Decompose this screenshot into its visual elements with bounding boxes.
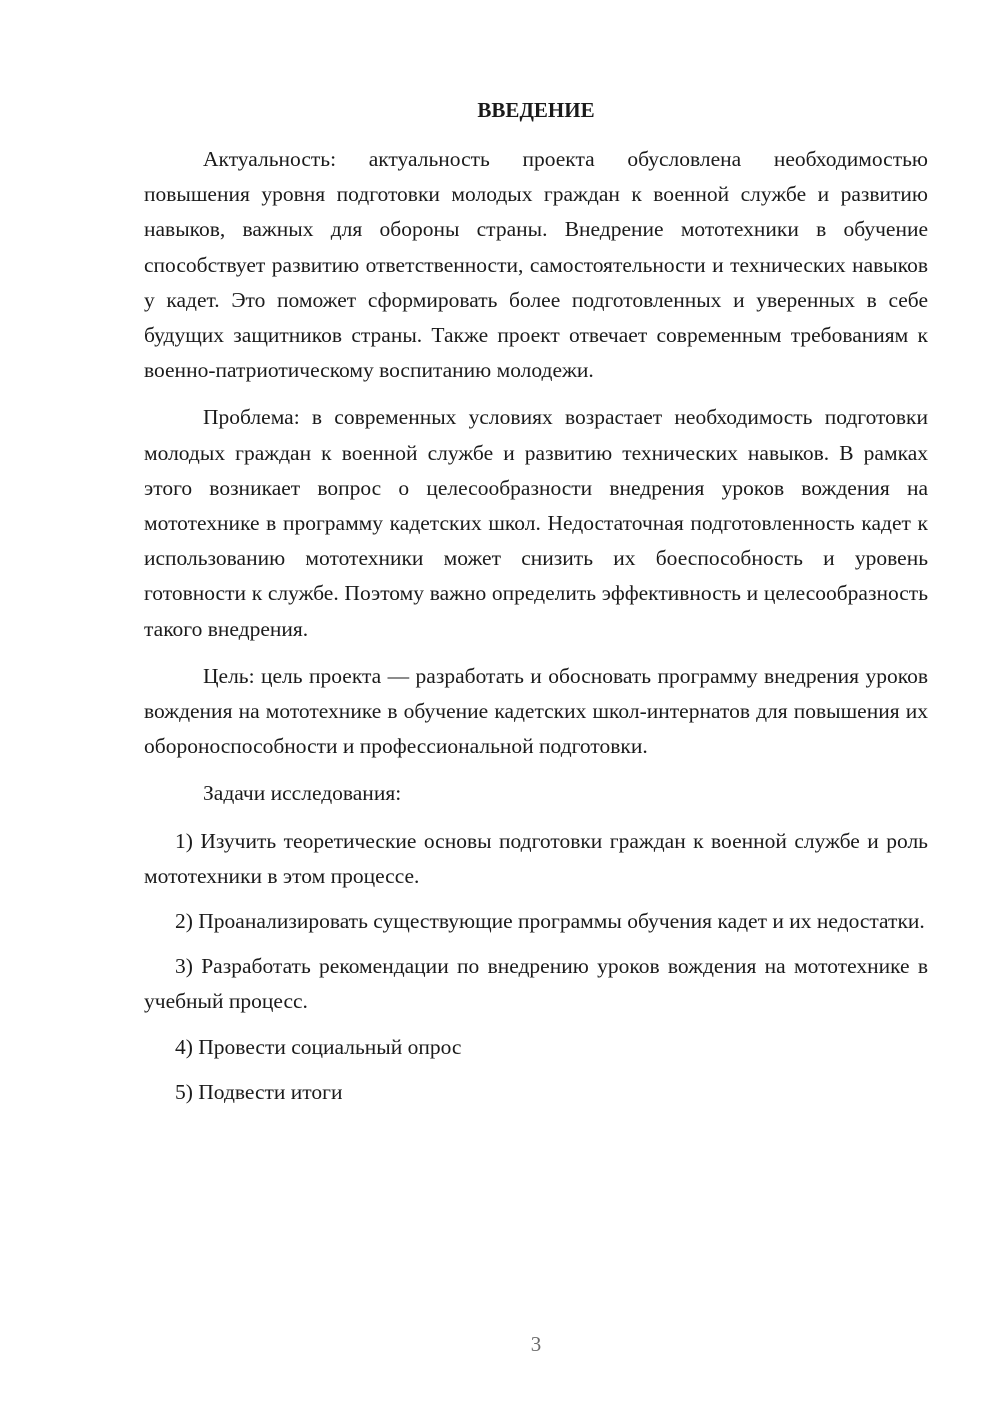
goal-paragraph: Цель: цель проекта — разработать и обосновать программу внедрения уроков вождения на мототехнике в обучение кадетских школ-интернатов для повышения их обороноспособности и профессиональной подготовки. <box>144 663 928 759</box>
document-body <box>144 142 928 1120</box>
relevance-paragraph: Актуальность: актуальность проекта обусловлена необходимостью повышения уровня подготовки молодых граждан к военной службе и развитию навыков, важных для обороны страны. Внедрение мототехники в обучение способствует развитию ответственности, самостоятельности и технических навыков у кадет. Это поможет сформировать более подготовленных и уверенных в себе будущих защитников страны. Также проект отвечает современным требованиям к военно-патриотическому воспитанию молодежи. <box>144 147 928 383</box>
task-item: 2) Проанализировать существующие программы обучения кадет и их недостатки. <box>175 909 925 934</box>
task-item: 3) Разработать рекомендации по внедрению уроков вождения на мототехнике в учебный процесс. <box>144 954 928 1014</box>
task-item: 1) Изучить теоретические основы подготовки граждан к военной службе и роль мототехники в этом процессе. <box>144 828 928 888</box>
task-item: 5) Подвести итоги <box>175 1079 343 1104</box>
page-title: ВВЕДЕНИЕ <box>477 98 595 122</box>
tasks-title: Задачи исследования: <box>203 781 402 806</box>
page-number: 3 <box>530 1332 542 1356</box>
problem-paragraph: Проблема: в современных условиях возрастает необходимость подготовки молодых граждан к военной службе и развитию технических навыков. В рамках этого возникает вопрос о целесообразности внедрения уроков вождения на мототехнике в программу кадетских школ. Недостаточная подготовленность кадет к использованию мототехники может снизить их боеспособность и уровень готовности к службе. Поэтому важно определить эффективность и целесообразность такого внедрения. <box>144 405 928 641</box>
task-item: 4) Провести социальный опрос <box>175 1034 462 1059</box>
